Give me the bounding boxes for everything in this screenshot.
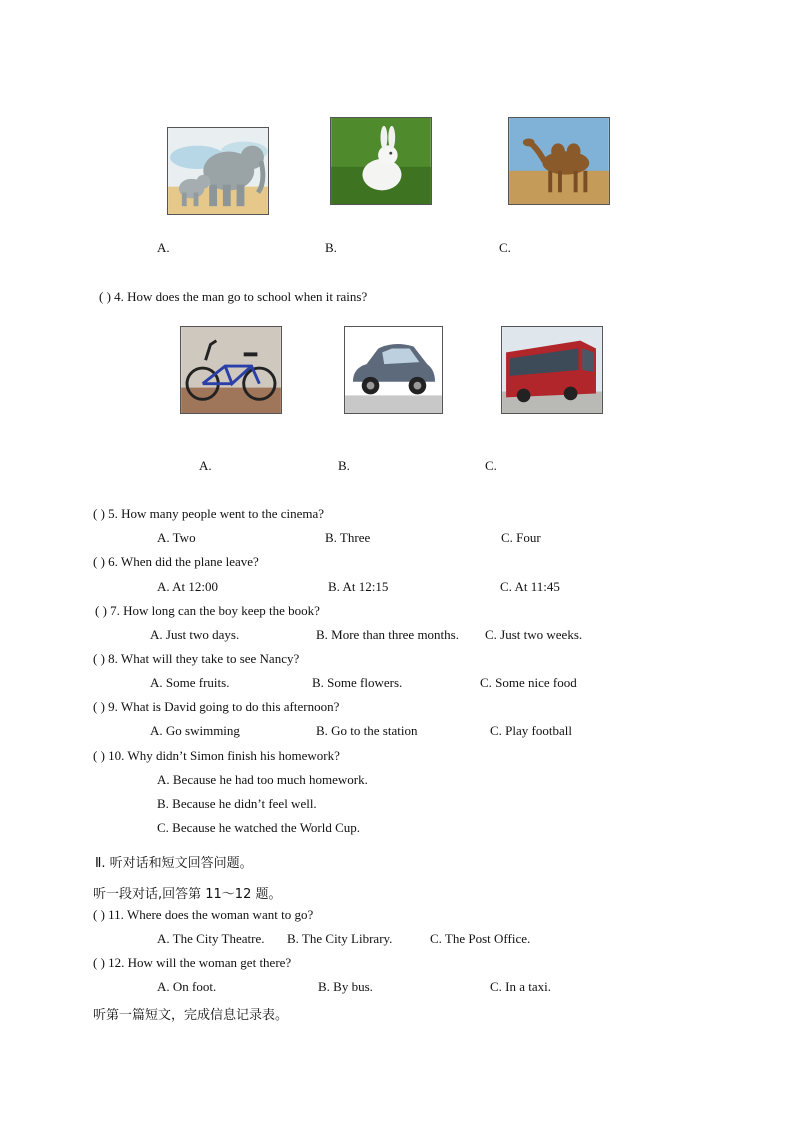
q10-option-b: B. Because he didn’t feel well. <box>157 796 317 811</box>
car-photo <box>345 327 442 413</box>
q4-option-b-label: B. <box>338 458 350 473</box>
camel-photo <box>509 118 609 204</box>
q5-option-b: B. Three <box>325 530 371 545</box>
q7-option-b: B. More than three months. <box>316 627 459 642</box>
elephant-image <box>167 127 269 215</box>
q8-option-b: B. Some flowers. <box>312 675 403 690</box>
q10-option-a: A. Because he had too much homework. <box>157 772 368 787</box>
rabbit-photo <box>331 118 431 204</box>
q5-stem: ( ) 5. How many people went to the cinema? <box>93 506 325 521</box>
q8-option-c: C. Some nice food <box>480 675 577 690</box>
camel-image <box>508 117 610 205</box>
q12-option-a: A. On foot. <box>157 979 217 994</box>
q3-option-b-label: B. <box>325 240 337 255</box>
section-2-instruction-1: 听一段对话,回答第 11～12 题。 <box>93 887 282 902</box>
q8-stem: ( ) 8. What will they take to see Nancy? <box>93 651 300 666</box>
bicycle-photo <box>181 327 281 413</box>
bus-image <box>501 326 603 414</box>
q6-option-b: B. At 12:15 <box>328 579 389 594</box>
q9-option-a: A. Go swimming <box>150 723 240 738</box>
q4-option-c-label: C. <box>485 458 497 473</box>
section-2-heading: Ⅱ. 听对话和短文回答问题。 <box>95 856 253 871</box>
q11-option-c: C. The Post Office. <box>430 931 531 946</box>
q11-option-a: A. The City Theatre. <box>157 931 265 946</box>
elephant-illustration <box>168 128 268 214</box>
q9-stem: ( ) 9. What is David going to do this afternoon? <box>93 699 340 714</box>
bicycle-image <box>180 326 282 414</box>
q3-option-a-label: A. <box>157 240 170 255</box>
q4-option-a-label: A. <box>199 458 212 473</box>
q11-stem: ( ) 11. Where does the woman want to go? <box>93 907 314 922</box>
q7-option-a: A. Just two days. <box>150 627 240 642</box>
q6-option-c: C. At 11:45 <box>500 579 560 594</box>
bus-photo <box>502 327 602 413</box>
q8-option-a: A. Some fruits. <box>150 675 230 690</box>
q10-option-c: C. Because he watched the World Cup. <box>157 820 361 835</box>
q3-option-c-label: C. <box>499 240 511 255</box>
q7-option-c: C. Just two weeks. <box>485 627 583 642</box>
q5-option-a: A. Two <box>157 530 196 545</box>
section-2-instruction-2: 听第一篇短文，完成信息记录表。 <box>93 1008 289 1023</box>
q9-option-c: C. Play football <box>490 723 572 738</box>
q12-option-c: C. In a taxi. <box>490 979 552 994</box>
q12-option-b: B. By bus. <box>318 979 373 994</box>
car-image <box>344 326 443 414</box>
q4-stem: ( ) 4. How does the man go to school when it rains? <box>99 289 368 304</box>
q9-option-b: B. Go to the station <box>316 723 418 738</box>
q11-option-b: B. The City Library. <box>287 931 393 946</box>
rabbit-image <box>330 117 432 205</box>
q5-option-c: C. Four <box>501 530 541 545</box>
q7-stem: ( ) 7. How long can the boy keep the book? <box>95 603 320 618</box>
q12-stem: ( ) 12. How will the woman get there? <box>93 955 292 970</box>
q10-stem: ( ) 10. Why didn’t Simon finish his homework? <box>93 748 340 763</box>
q6-option-a: A. At 12:00 <box>157 579 219 594</box>
q6-stem: ( ) 6. When did the plane leave? <box>93 554 259 569</box>
